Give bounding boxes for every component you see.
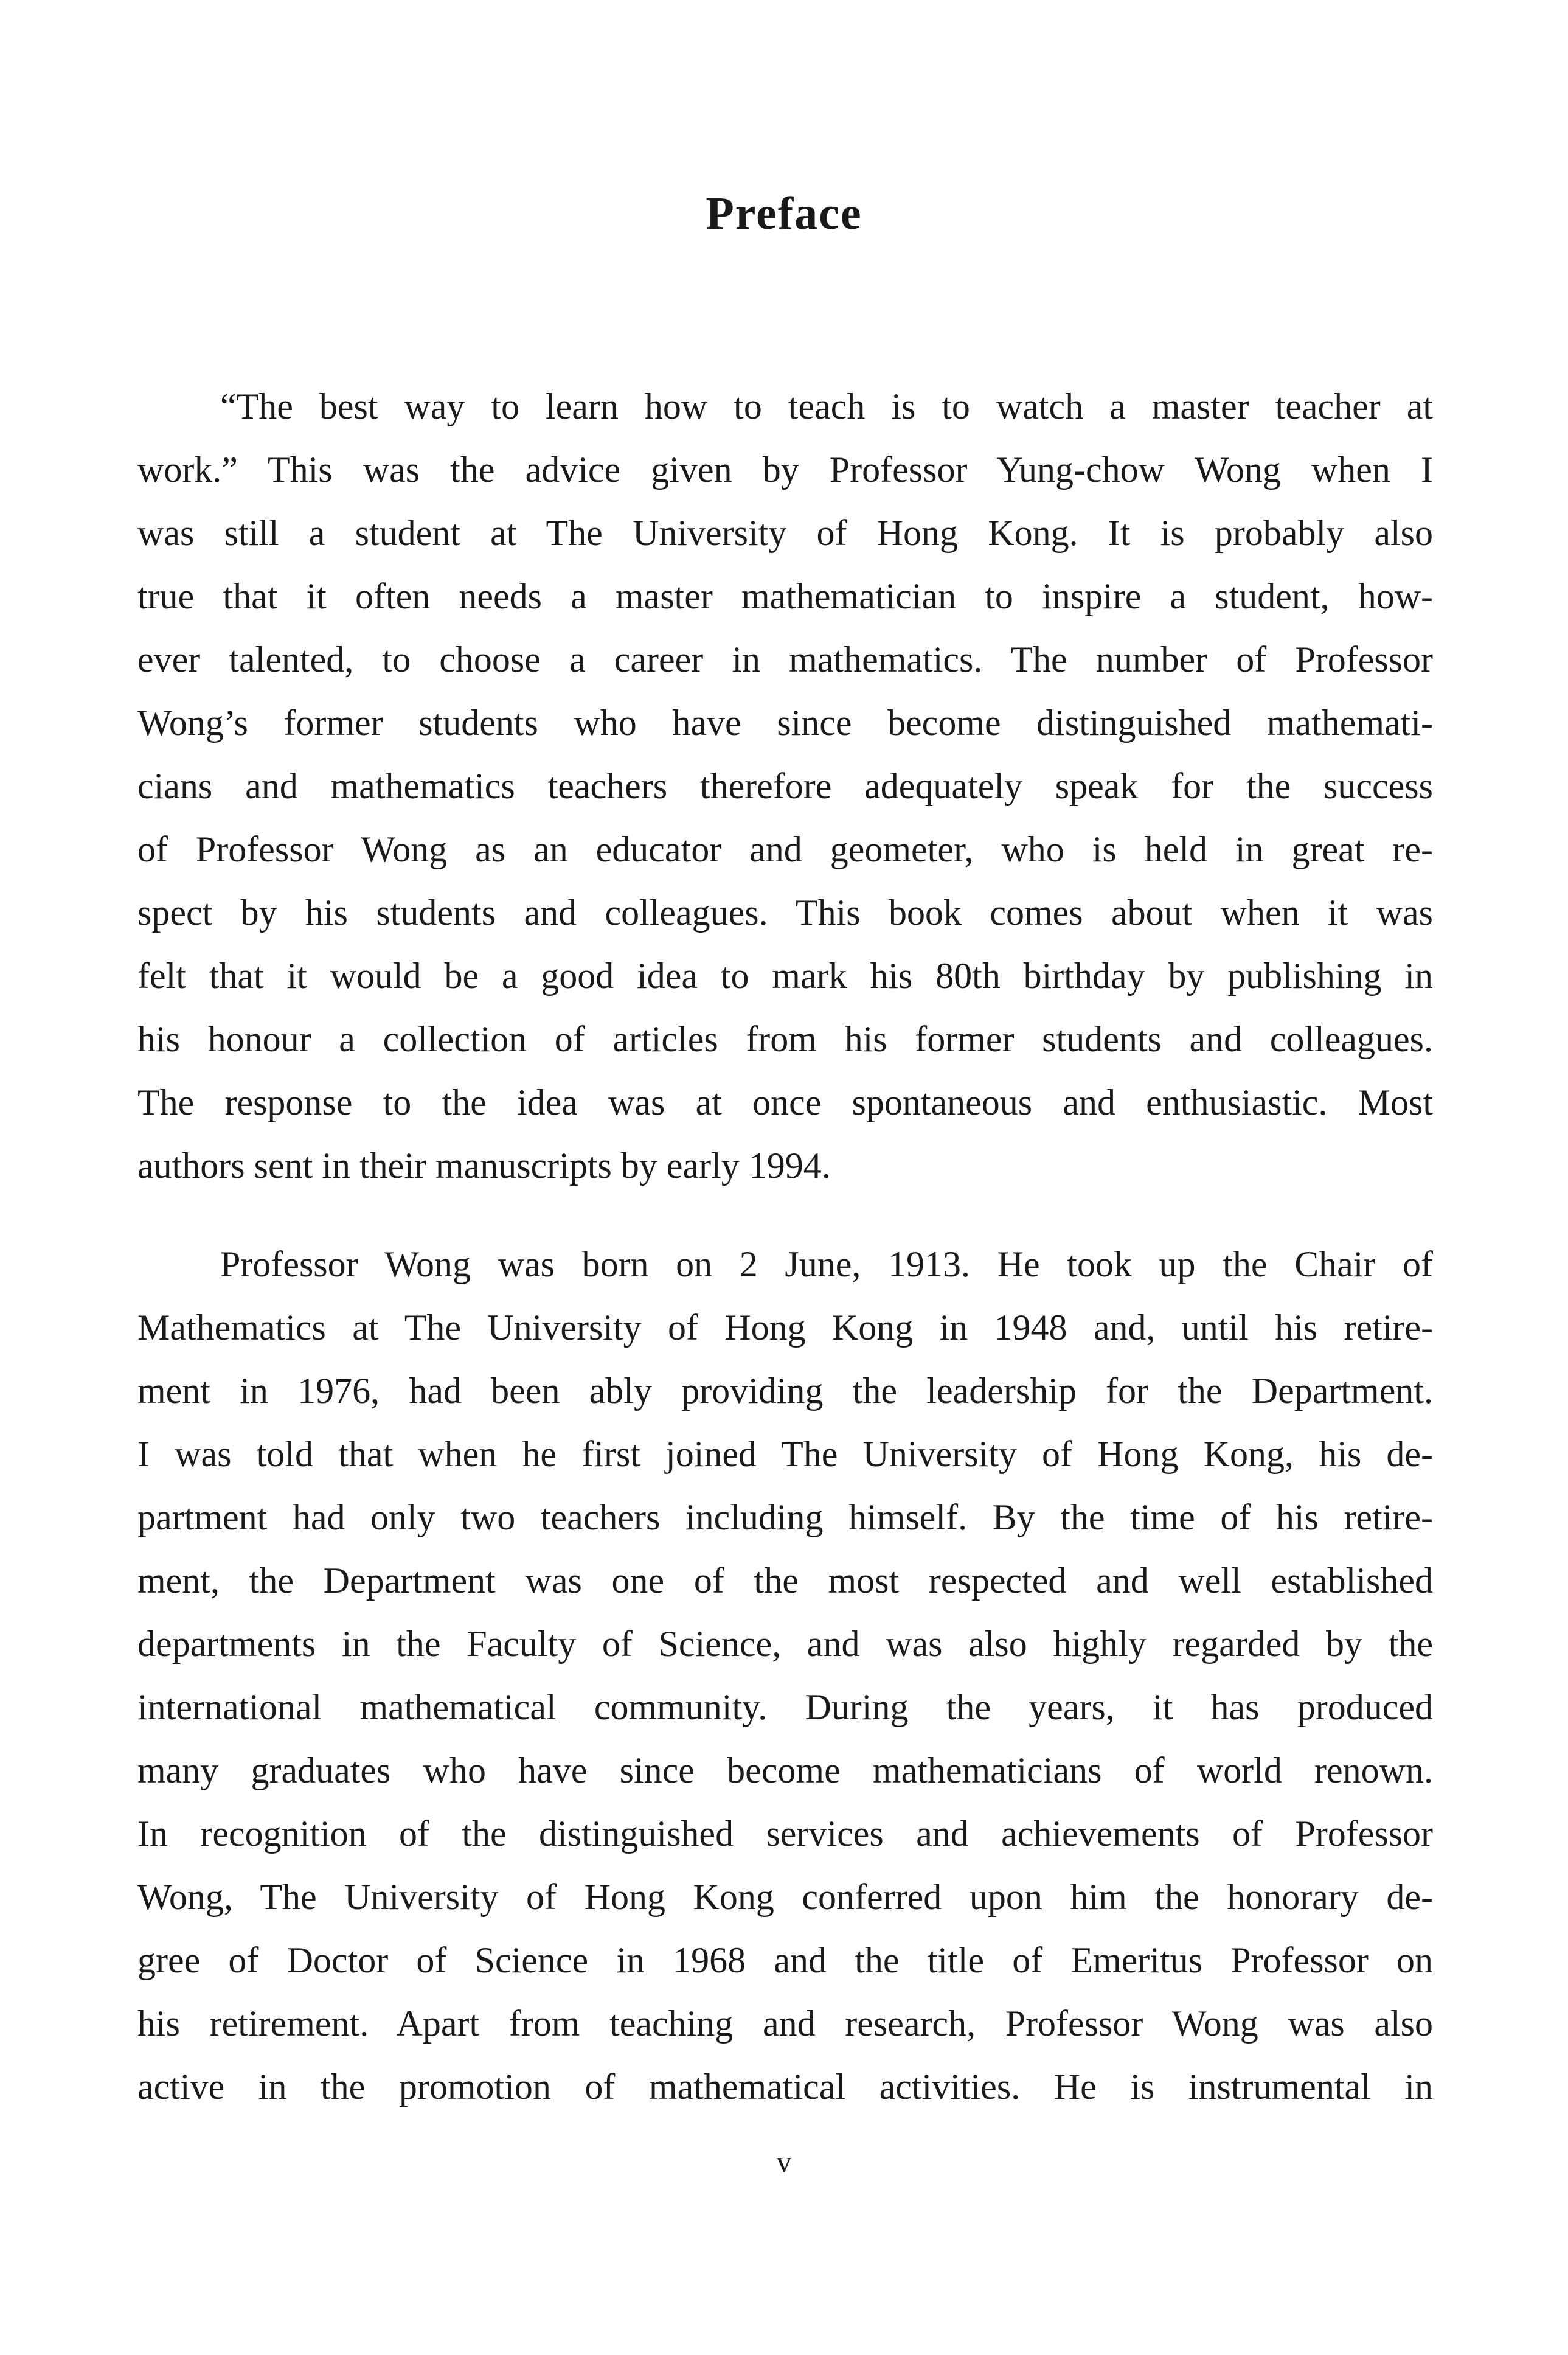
- text-line: many graduates who have since become mathematicians of world renown.: [137, 1750, 1433, 1790]
- text-line: work.” This was the advice given by Professor Yung-chow Wong when I: [137, 450, 1433, 490]
- text-line: Professor Wong was born on 2 June, 1913. He took up the Chair of: [220, 1244, 1433, 1284]
- text-line: of Professor Wong as an educator and geometer, who is held in great re-: [137, 829, 1433, 869]
- text-line: Wong’s former students who have since become distinguished mathemati-: [137, 703, 1433, 743]
- text-line: ment, the Department was one of the most respected and well established: [137, 1560, 1433, 1601]
- text-line: his retirement. Apart from teaching and research, Professor Wong was also: [137, 2003, 1433, 2044]
- text-line: was still a student at The University of Hong Kong. It is probably also: [137, 513, 1433, 553]
- text-line: ever talented, to choose a career in mathematics. The number of Professor: [137, 639, 1433, 680]
- text-line: Wong, The University of Hong Kong conferred upon him the honorary de-: [137, 1877, 1433, 1917]
- text-line: true that it often needs a master mathematician to inspire a student, how-: [137, 576, 1433, 616]
- text-line: active in the promotion of mathematical activities. He is instrumental in: [137, 2067, 1433, 2107]
- text-line: international mathematical community. During the years, it has produced: [137, 1687, 1433, 1727]
- text-line: “The best way to learn how to teach is to watch a master teacher at: [220, 386, 1433, 426]
- text-line: spect by his students and colleagues. This book comes about when it was: [137, 892, 1433, 933]
- page-title: Preface: [706, 188, 862, 239]
- text-line: In recognition of the distinguished services and achievements of Professor: [137, 1814, 1433, 1854]
- text-line: his honour a collection of articles from his former students and colleagues.: [137, 1019, 1433, 1059]
- text-line: authors sent in their manuscripts by early 1994.: [137, 1146, 831, 1186]
- paragraph-1: [137, 375, 1433, 1197]
- text-line: Mathematics at The University of Hong Kong in 1948 and, until his retire-: [137, 1307, 1433, 1348]
- text-line: I was told that when he first joined The University of Hong Kong, his de-: [137, 1434, 1433, 1474]
- text-line: cians and mathematics teachers therefore adequately speak for the success: [137, 766, 1433, 806]
- text-line: gree of Doctor of Science in 1968 and the title of Emeritus Professor on: [137, 1940, 1433, 1980]
- text-line: felt that it would be a good idea to mark his 80th birthday by publishing in: [137, 956, 1433, 996]
- text-line: partment had only two teachers including himself. By the time of his retire-: [137, 1497, 1433, 1537]
- page-number: v: [776, 2145, 792, 2179]
- text-line: The response to the idea was at once spontaneous and enthusiastic. Most: [137, 1082, 1433, 1122]
- text-line: departments in the Faculty of Science, and was also highly regarded by the: [137, 1624, 1433, 1664]
- paragraph-2: [137, 1233, 1433, 2118]
- text-line: ment in 1976, had been ably providing the leadership for the Department.: [137, 1371, 1433, 1411]
